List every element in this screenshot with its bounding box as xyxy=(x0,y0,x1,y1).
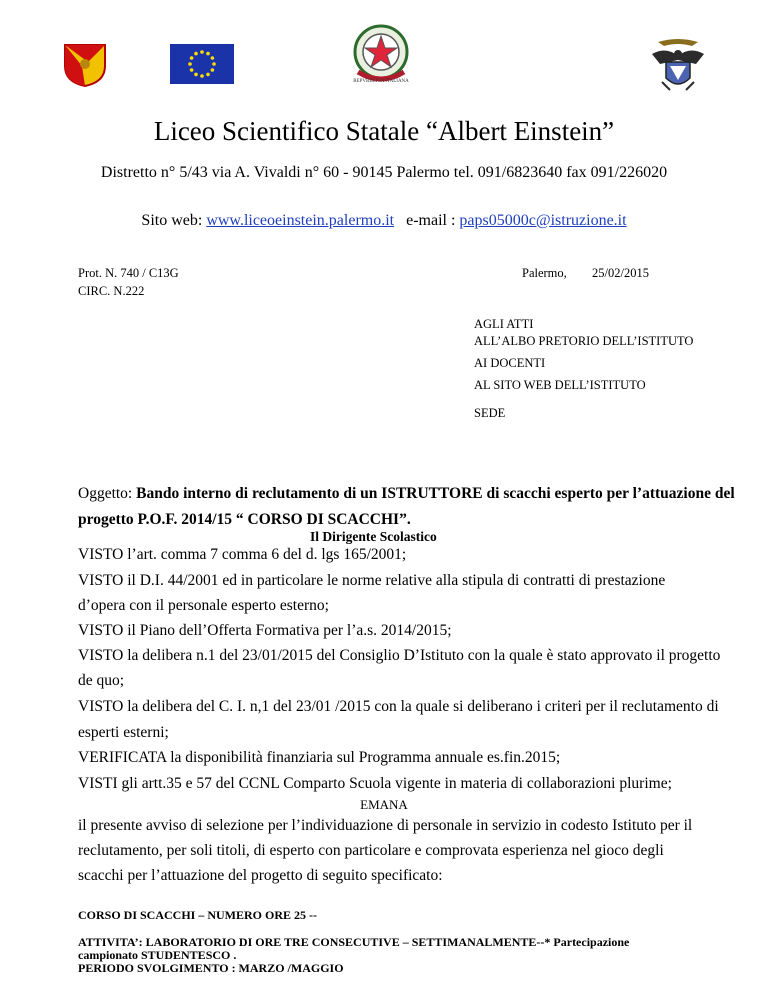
body-line: VERIFICATA la disponibilità finanziaria sul Programma annuale es.fin.2015; xyxy=(78,749,561,766)
course-period: PERIODO SVOLGIMENTO : MARZO /MAGGIO xyxy=(78,961,344,975)
course-activity: ATTIVITA’: LABORATORIO DI ORE TRE CONSECUTIVE – SETTIMANALMENTE--* Partecipazione xyxy=(78,935,630,949)
website-link[interactable]: www.liceoeinstein.palermo.it xyxy=(206,212,395,229)
emana-heading: EMANA xyxy=(360,797,408,812)
recipient-item: AL SITO WEB DELL’ISTITUTO xyxy=(474,378,646,392)
notice-line: scacchi per l’attuazione del progetto di seguito specificato: xyxy=(78,867,443,884)
notice-line: il presente avviso di selezione per l’individuazione di personale in servizio in codesto Istituto per il xyxy=(78,817,693,834)
contact-line xyxy=(0,212,768,230)
place-label: Palermo, xyxy=(522,266,567,280)
protocol-number: Prot. N. 740 / C13G xyxy=(78,266,179,280)
subject-text-continued: progetto P.O.F. 2014/15 “ CORSO DI SCACCHI”. xyxy=(78,511,411,528)
svg-text:REPVBBLICA ITALIANA: REPVBBLICA ITALIANA xyxy=(353,79,409,84)
email-link[interactable]: paps05000c@istruzione.it xyxy=(459,212,627,229)
body-line: VISTO l’art. comma 7 comma 6 del d. lgs 165/2001; xyxy=(78,546,407,563)
body-line: de quo; xyxy=(78,672,125,689)
european-union-flag-icon xyxy=(170,44,234,84)
document-date: 25/02/2015 xyxy=(592,266,649,280)
notice-line: reclutamento, per soli titoli, di esperto con particolare e comprovata esperienza nel gioco degli xyxy=(78,842,664,859)
address-line: Distretto n° 5/43 via A. Vivaldi n° 60 - 90145 Palermo tel. 091/6823640 fax 091/226020 xyxy=(100,164,668,181)
recipient-item: AI DOCENTI xyxy=(474,356,546,370)
recipient-item: SEDE xyxy=(474,406,506,420)
body-line: VISTO la delibera n.1 del 23/01/2015 del Consiglio D’Istituto con la quale è stato approvato il progetto xyxy=(78,647,721,664)
subject-label: Oggetto: xyxy=(78,485,133,502)
course-title: CORSO DI SCACCHI – NUMERO ORE 25 -- xyxy=(78,908,318,922)
school-name: Liceo Scientifico Statale “Albert Einstein” xyxy=(153,116,615,146)
recipient-item: AGLI ATTI xyxy=(474,317,534,331)
body-line: VISTO la delibera del C. I. n,1 del 23/01 /2015 con la quale si deliberano i criteri per il reclutamento di xyxy=(78,698,719,715)
course-activity-continued: campionato STUDENTESCO . xyxy=(78,948,237,962)
subject-line xyxy=(78,485,735,503)
subject-text: Bando interno di reclutamento di un ISTRUTTORE di scacchi esperto per l’attuazione del xyxy=(136,485,735,502)
sicily-region-emblem-icon xyxy=(62,42,108,88)
body-line: VISTO il Piano dell’Offerta Formativa per l’a.s. 2014/2015; xyxy=(78,622,452,639)
italian-republic-emblem-icon xyxy=(350,20,412,90)
recipient-item: ALL’ALBO PRETORIO DELL’ISTITUTO xyxy=(474,334,694,348)
body-line: VISTI gli artt.35 e 57 del CCNL Comparto Scuola vigente in materia di collaborazioni plurime; xyxy=(78,775,672,792)
body-line: VISTO il D.I. 44/2001 ed in particolare le norme relative alla stipula di contratti di prestazione xyxy=(78,572,666,589)
body-line: esperti esterni; xyxy=(78,724,169,741)
email-label: e-mail : xyxy=(406,212,456,229)
palermo-eagle-crest-icon xyxy=(648,36,708,94)
signatory-heading: Il Dirigente Scolastico xyxy=(310,529,437,544)
web-label: Sito web: xyxy=(141,212,203,229)
circular-number: CIRC. N.222 xyxy=(78,284,145,298)
body-line: d’opera con il personale esperto esterno; xyxy=(78,597,329,614)
